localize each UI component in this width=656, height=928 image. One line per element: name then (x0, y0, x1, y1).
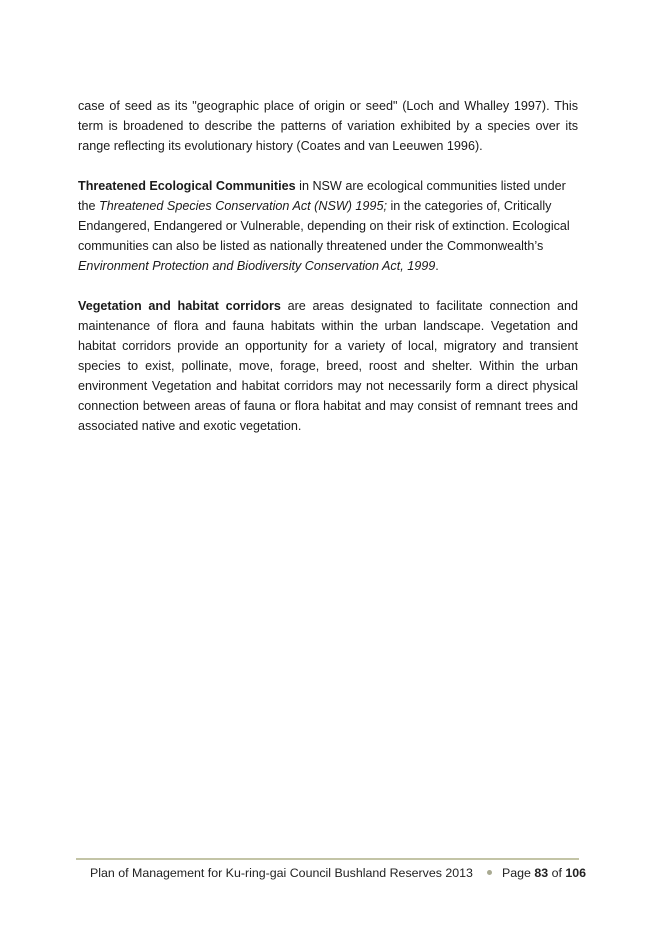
footer-title: Plan of Management for Ku-ring-gai Council Bushland Reserves 2013 (90, 866, 473, 880)
paragraph-vegetation-corridors (78, 296, 578, 436)
page-footer (90, 866, 587, 880)
page-sep: of (548, 866, 566, 880)
paragraph-genetic-provenance (78, 96, 578, 156)
paragraph-text: are areas designated to facilitate connection and maintenance of flora and fauna habitats within the urban landscape. Vegetation and habitat corridors provide an opportunity for a variety of local, migratory and transient species to exist, pollinate, move, forage, breed, roost and shelter. Within the urban environment Vegetation and habitat corridors may not necessarily form a direct physical connection between areas of fauna or flora habitat and may consist of remnant trees and associated native and exotic vegetation. (78, 299, 578, 433)
paragraph-text: . (435, 259, 439, 273)
bullet-dot-icon (487, 870, 492, 875)
page-total: 106 (565, 866, 587, 880)
paragraph-text: in NSW are ecological communities listed under the (78, 179, 566, 213)
paragraph-threatened-ecological-communities (78, 176, 578, 276)
act-title: Threatened Species Conservation Act (NSW) 1995; (99, 199, 387, 213)
footer-divider (76, 858, 579, 860)
document-body (78, 96, 578, 456)
paragraph-text: in the categories of, Critically Endangered, Endangered or Vulnerable, depending on their risk of extinction. Ecological communities can also be listed as nationally threatened under the Commonwealth’s (78, 199, 570, 253)
act-title: Environment Protection and Biodiversity Conservation Act, 1999 (78, 259, 436, 273)
term-heading: Vegetation and habitat corridors (78, 299, 281, 313)
page-label: Page (501, 866, 535, 880)
term-heading: Threatened Ecological Communities (78, 179, 296, 193)
paragraph-text: case of seed as its "geographic place of origin or seed" (Loch and Whalley 1997). This term is broadened to describe the patterns of variation exhibited by a species over its range reflecting its evolutionary history (Coates and van Leeuwen 1996). (78, 99, 578, 153)
page-current: 83 (534, 866, 549, 880)
